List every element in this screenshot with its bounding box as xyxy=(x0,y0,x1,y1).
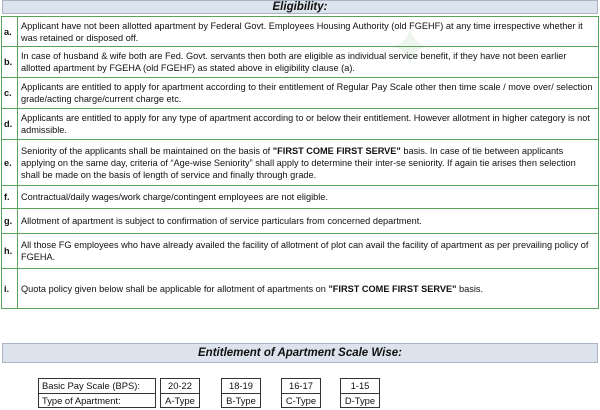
clause-text-post: basis. In case of tie between applicants applying on the same day, criteria of “Age-wise Seniority” shall apply to determine their inter-se seniority. If again tie arises then selection shall be made on the basis of length of service and finally through grade. xyxy=(21,145,576,180)
clause-text-pre: Seniority of the applicants shall be maintained on the basis of xyxy=(21,145,273,156)
eligibility-row-a xyxy=(2,17,599,47)
clause-letter: b. xyxy=(2,47,18,78)
scale-label-box xyxy=(38,378,156,408)
clause-letter: h. xyxy=(2,234,18,269)
apartment-type: B-Type xyxy=(222,393,260,407)
scale-column-b xyxy=(221,378,261,408)
eligibility-row-g xyxy=(2,209,599,234)
eligibility-row-c xyxy=(2,78,599,109)
clause-letter: c. xyxy=(2,78,18,109)
eligibility-row-i xyxy=(2,269,599,309)
apartment-type: A-Type xyxy=(161,393,199,407)
clause-text-bold: "FIRST COME FIRST SERVE" xyxy=(272,145,401,156)
clause-letter: f. xyxy=(2,186,18,209)
eligibility-row-e xyxy=(2,140,599,186)
bps-value: 16-17 xyxy=(289,380,313,391)
entitlement-title-text: Entitlement of Apartment Scale Wise: xyxy=(198,347,402,359)
clause-letter: g. xyxy=(2,209,18,234)
clause-text: All those FG employees who have already availed the facility of allotment of plot can avail the facility of apartment as per prevailing policy of FGEHA. xyxy=(18,234,599,269)
eligibility-title xyxy=(2,0,598,14)
eligibility-row-b xyxy=(2,47,599,78)
eligibility-table xyxy=(1,16,599,309)
bps-value: 18-19 xyxy=(229,380,253,391)
bps-value: 20-22 xyxy=(168,380,192,391)
bps-row-label: Basic Pay Scale (BPS): xyxy=(42,380,140,391)
clause-letter: a. xyxy=(2,17,18,47)
clause-text-bold: "FIRST COME FIRST SERVE" xyxy=(328,283,457,294)
eligibility-row-f xyxy=(2,186,599,209)
apartment-type: C-Type xyxy=(282,393,320,407)
clause-text xyxy=(18,140,599,186)
clause-text: Applicants are entitled to apply for any type of apartment according to or below their entitlement. However allotment in higher category is not admissible. xyxy=(18,109,599,140)
bps-value: 1-15 xyxy=(350,380,370,391)
clause-letter: d. xyxy=(2,109,18,140)
eligibility-title-text: Eligibility: xyxy=(272,1,328,13)
scale-column-d xyxy=(340,378,380,408)
clause-text xyxy=(18,269,599,309)
clause-text: Applicants are entitled to apply for apartment according to their entitlement of Regular Pay Scale other then time scale / move over/ selection grade/acting charge/current charge etc. xyxy=(18,78,599,109)
clause-text: Contractual/daily wages/work charge/contingent employees are not eligible. xyxy=(18,186,599,209)
apartment-type: D-Type xyxy=(341,393,379,407)
scale-column-a xyxy=(160,378,200,408)
watermark-logo: ✦ xyxy=(387,16,433,79)
clause-text: Applicant have not been allotted apartment by Federal Govt. Employees Housing Authority (old FGEHF) at any time irrespective whether it was retained or disposed off. xyxy=(18,17,599,47)
eligibility-row-h xyxy=(2,234,599,269)
clause-text-post: basis. xyxy=(456,283,484,294)
eligibility-row-d xyxy=(2,109,599,140)
clause-letter: i. xyxy=(2,269,18,309)
clause-text: In case of husband & wife both are Fed. Govt. servants then both are eligible as individual service benefit, if they have not been earlier allotted apartment by FGEHA (old FGEHF) as stated above in eligibility clause (a). xyxy=(18,47,599,78)
clause-text-pre: Quota policy given below shall be applicable for allotment of apartments on xyxy=(21,283,329,294)
clause-letter: e. xyxy=(2,140,18,186)
type-row-label: Type of Apartment: xyxy=(39,393,155,407)
scale-column-c xyxy=(281,378,321,408)
clause-text: Allotment of apartment is subject to confirmation of service particulars from concerned department. xyxy=(18,209,599,234)
entitlement-title xyxy=(2,343,598,363)
